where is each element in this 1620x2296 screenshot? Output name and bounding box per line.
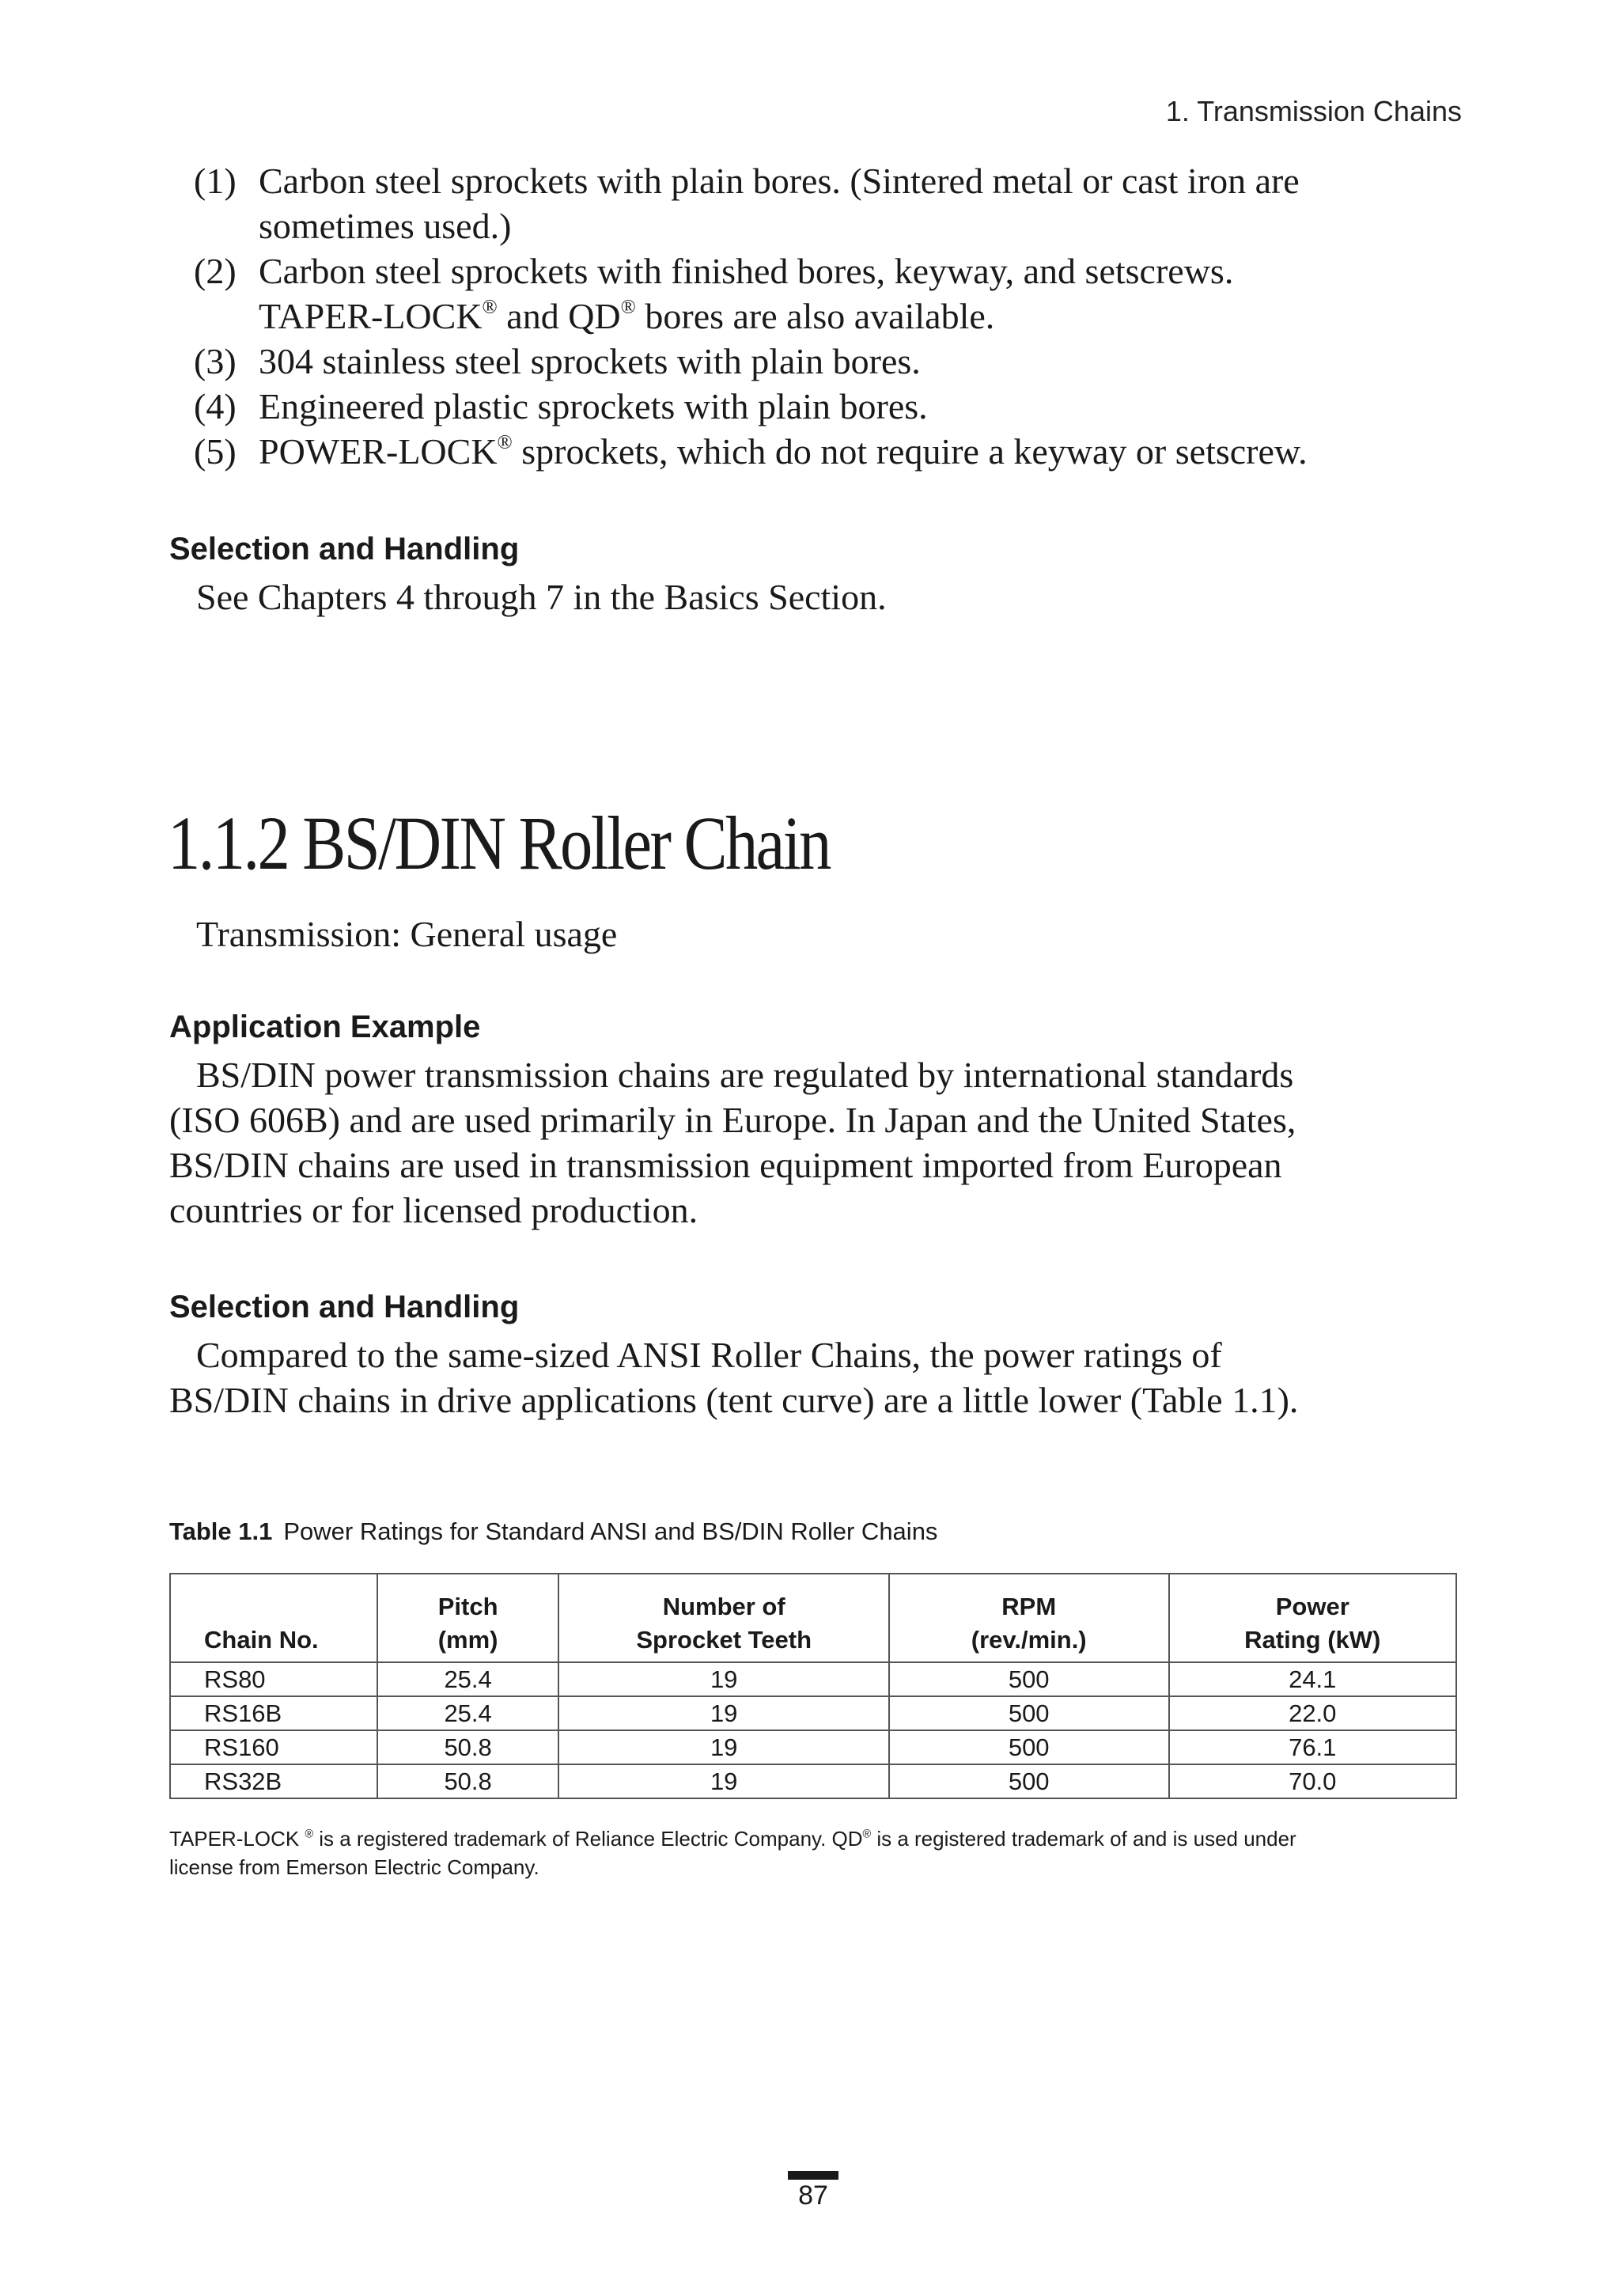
cell-teeth: 19 [558,1696,888,1730]
registered-mark: ® [305,1828,313,1841]
cell-power: 70.0 [1169,1764,1457,1798]
trademark-text: and QD [497,296,621,336]
list-number: (3) [194,341,237,381]
cell-teeth: 19 [558,1764,888,1798]
table-row [170,1696,1456,1730]
cell-rpm: 500 [889,1662,1169,1696]
selection-text: See Chapters 4 through 7 in the Basics Section. [196,577,887,617]
registered-mark: ® [862,1828,872,1841]
cell-power: 22.0 [1169,1696,1457,1730]
sprocket-type-list [194,158,1459,474]
table-row [170,1764,1456,1798]
cell-chain-no: RS160 [170,1730,377,1764]
footnote-text: license from Emerson Electric Company. [169,1855,539,1879]
registered-mark: ® [482,296,498,319]
paragraph-line: Compared to the same-sized ANSI Roller Chains, the power ratings of [196,1335,1222,1375]
list-item [194,339,1459,384]
table-caption [169,1517,937,1546]
list-text [259,248,1459,339]
cell-chain-no: RS80 [170,1662,377,1696]
list-text [259,158,1459,248]
cell-rpm: 500 [889,1730,1169,1764]
section-subtitle: Transmission: General usage [196,914,618,954]
cell-teeth: 19 [558,1730,888,1764]
list-item [194,158,1459,248]
trademark-footnote [169,1824,1467,1881]
list-item [194,384,1459,429]
column-header-power: Power Rating (kW) [1169,1574,1457,1662]
list-text: 304 stainless steel sprockets with plain bores. [259,341,921,381]
power-ratings-table [169,1573,1457,1799]
footnote-text: is a registered trademark of Reliance Electric Company. QD [312,1827,863,1851]
page-number: 87 [798,2180,828,2211]
cell-power: 24.1 [1169,1662,1457,1696]
list-line: Carbon steel sprockets with plain bores. (Sintered metal or cast iron are [259,161,1300,201]
list-text: Engineered plastic sprockets with plain bores. [259,386,928,426]
cell-chain-no: RS16B [170,1696,377,1730]
cell-pitch: 50.8 [377,1730,559,1764]
footnote-text: TAPER-LOCK [169,1827,305,1851]
selection-paragraph [169,1332,1467,1423]
section-title: 1.1.2 BS/DIN Roller Chain [168,801,830,885]
trademark-text: POWER-LOCK [259,431,498,472]
list-line [259,296,994,336]
cell-pitch: 25.4 [377,1696,559,1730]
running-header: 1. Transmission Chains [1165,95,1462,127]
selection-heading: Selection and Handling [169,532,520,566]
table-label: Table 1.1 [169,1517,273,1545]
table-row [170,1730,1456,1764]
registered-mark: ® [497,431,513,454]
list-item [194,429,1459,474]
cell-chain-no: RS32B [170,1764,377,1798]
list-line: sometimes used.) [259,206,512,246]
column-header-pitch: Pitch (mm) [377,1574,559,1662]
list-line-end: sprockets, which do not require a keyway or setscrew. [512,431,1308,472]
table-header-row [170,1574,1456,1662]
table-caption-text: Power Ratings for Standard ANSI and BS/DIN Roller Chains [283,1517,938,1545]
application-heading: Application Example [169,1010,481,1044]
cell-pitch: 25.4 [377,1662,559,1696]
list-number: (5) [194,431,237,472]
table-row [170,1662,1456,1696]
application-paragraph [169,1052,1467,1233]
paragraph-line: BS/DIN chains in drive applications (tent curve) are a little lower (Table 1.1). [169,1380,1299,1420]
selection-heading-2: Selection and Handling [169,1290,520,1324]
cell-rpm: 500 [889,1696,1169,1730]
trademark-text: TAPER-LOCK [259,296,483,336]
registered-mark: ® [620,296,636,319]
list-number: (1) [194,161,237,201]
cell-rpm: 500 [889,1764,1169,1798]
column-header-rpm: RPM (rev./min.) [889,1574,1169,1662]
list-number: (2) [194,251,237,291]
list-line-end: bores are also available. [635,296,995,336]
list-number: (4) [194,386,237,426]
cell-pitch: 50.8 [377,1764,559,1798]
page-number-bar [788,2171,838,2180]
paragraph-line: (ISO 606B) and are used primarily in Europe. In Japan and the United States, [169,1100,1296,1140]
cell-teeth: 19 [558,1662,888,1696]
column-header-chain-no: Chain No. [170,1574,377,1662]
paragraph-line: countries or for licensed production. [169,1190,698,1230]
cell-power: 76.1 [1169,1730,1457,1764]
list-item [194,248,1459,339]
list-line: Carbon steel sprockets with finished bores, keyway, and setscrews. [259,251,1234,291]
column-header-teeth: Number of Sprocket Teeth [558,1574,888,1662]
list-text [259,429,1459,474]
paragraph-line: BS/DIN chains are used in transmission equipment imported from European [169,1145,1282,1185]
paragraph-line: BS/DIN power transmission chains are regulated by international standards [196,1055,1294,1095]
footnote-text: is a registered trademark of and is used under [871,1827,1296,1851]
